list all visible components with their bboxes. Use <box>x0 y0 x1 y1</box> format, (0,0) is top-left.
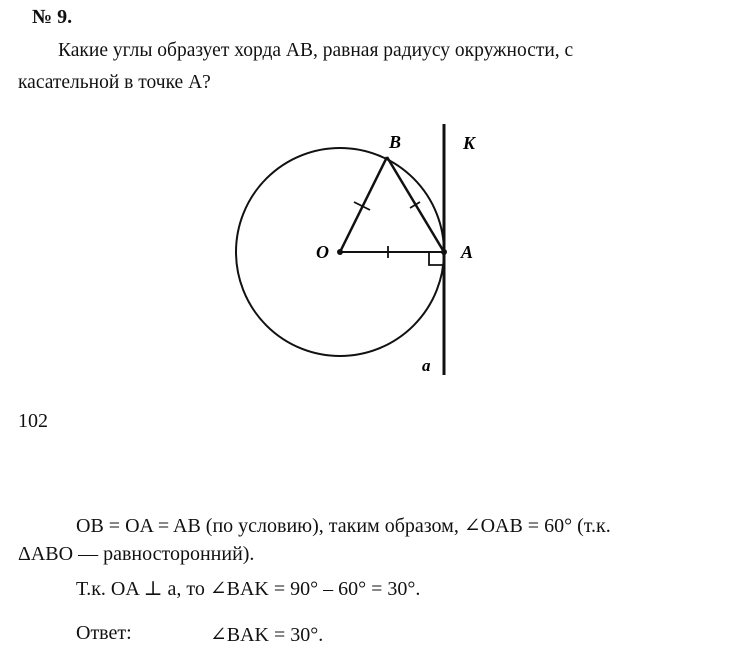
label-a: A <box>461 242 474 262</box>
answer-value: ∠BAK = 30°. <box>210 624 324 646</box>
solution-line-2: ΔABO — равносторонний). <box>18 543 255 565</box>
problem-number: № 9. <box>32 6 73 28</box>
answer-row <box>76 622 324 646</box>
solution-line-3: Т.к. OA ⊥ a, то ∠BAK = 90° – 60° = 30°. <box>76 578 421 600</box>
label-line-a: a <box>422 356 431 375</box>
point-a <box>441 249 447 255</box>
problem-text-line-2: касательной в точке A? <box>18 72 211 93</box>
label-b: B <box>389 132 402 152</box>
label-k: K <box>463 133 476 153</box>
problem-text-line-1: Какие углы образует хорда AB, равная радиусу окружности, с <box>58 40 574 61</box>
segment-ob <box>340 157 387 252</box>
label-o: O <box>316 242 329 262</box>
point-o <box>337 249 343 255</box>
answer-label: Ответ: <box>76 622 132 644</box>
page-number: 102 <box>18 410 48 432</box>
solution-line-1: OB = OA = AB (по условию), таким образом, ∠OAB = 60° (т.к. <box>76 515 611 537</box>
